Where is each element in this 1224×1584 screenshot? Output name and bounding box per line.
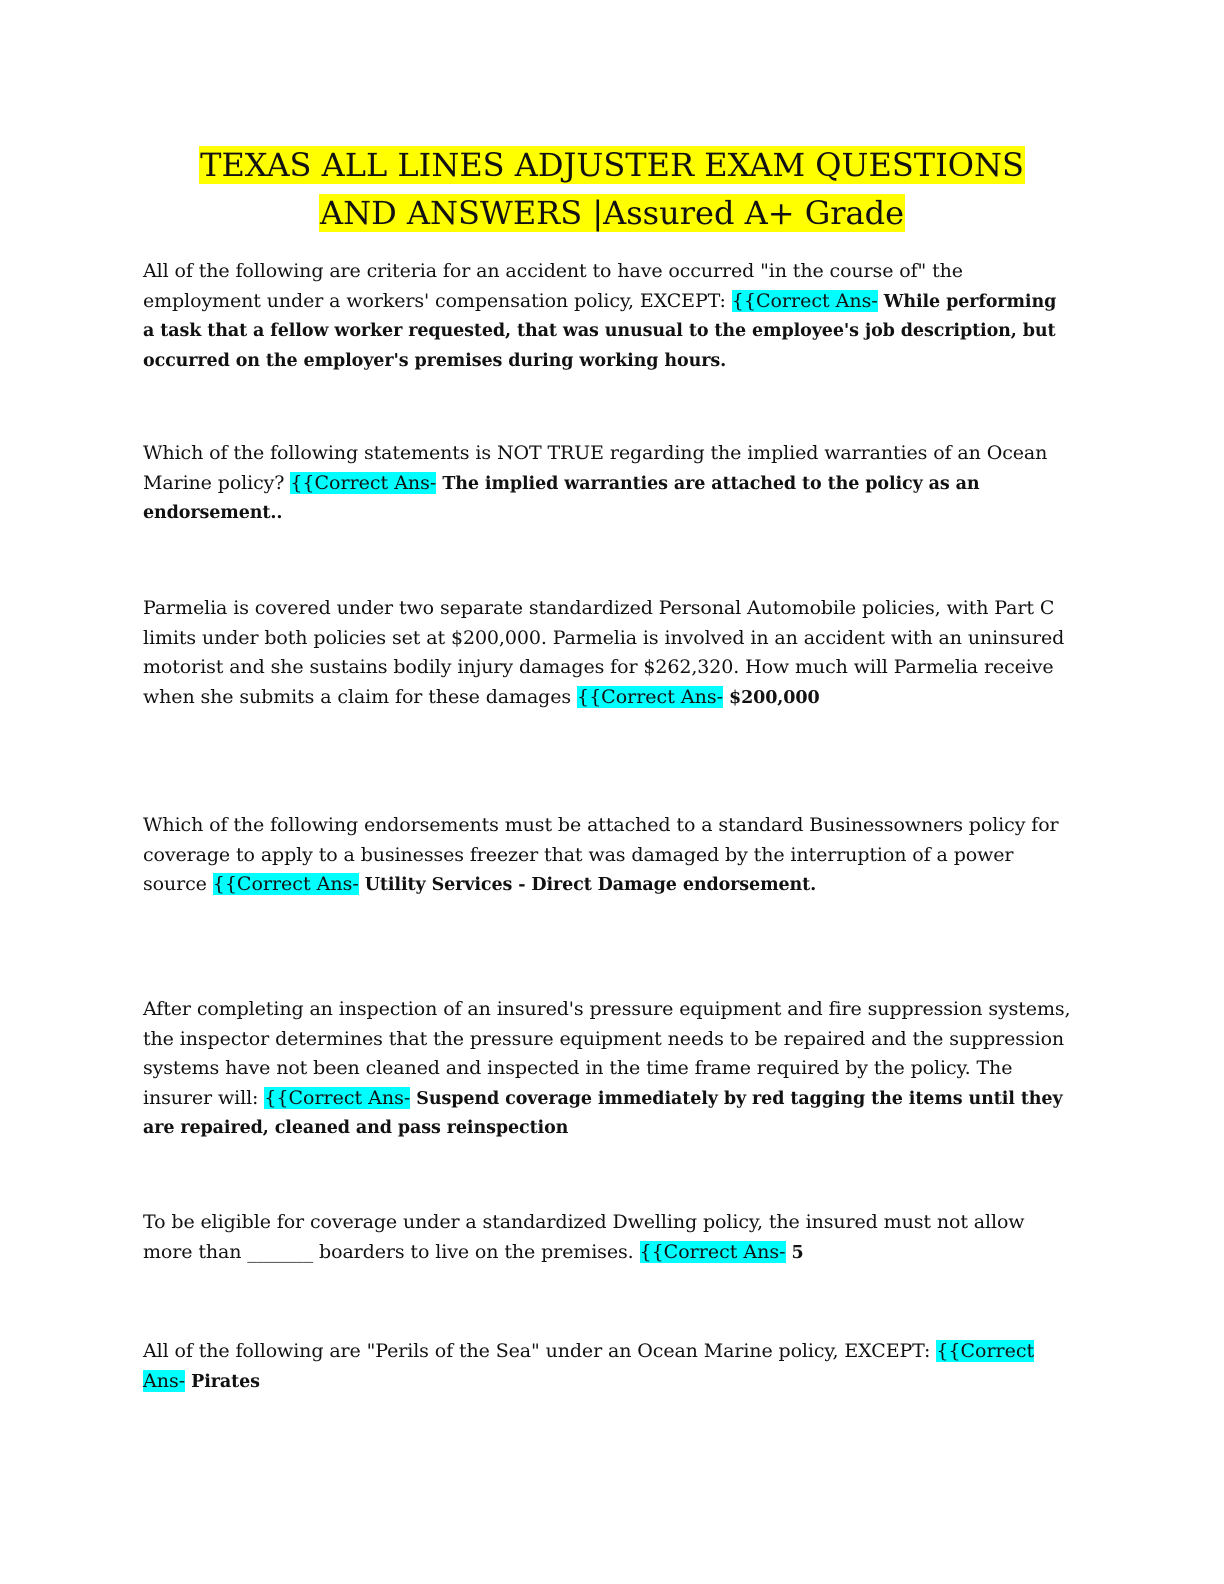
qa-item-3 (143, 594, 1073, 712)
answer-text: Pirates (185, 1371, 260, 1392)
correct-answer-tag: {{Correct Ans- (264, 1086, 411, 1109)
question-text: To be eligible for coverage under a standardized Dwelling policy, the insured must not allow more than _______ boarders to live on the premises. (143, 1211, 1025, 1263)
qa-item-4 (143, 811, 1073, 900)
question-text: All of the following are criteria for an accident to have occurred "in the course of" the employment under a workers' compensation policy, EXCEPT: (143, 260, 963, 312)
question-text: After completing an inspection of an insured's pressure equipment and fire suppression systems, the inspector determines that the pressure equipment needs to be repaired and the suppression systems have not been cleaned and inspected in the time frame required by the policy. The insurer will: (143, 998, 1071, 1109)
answer-text: Utility Services - Direct Damage endorsement. (358, 875, 817, 895)
question-text: Which of the following statements is NOT TRUE regarding the implied warranties of an Ocean Marine policy? (143, 442, 1048, 494)
answer-text: 5 (785, 1242, 804, 1263)
qa-item-6 (143, 1208, 1073, 1267)
question-text: All of the following are "Perils of the Sea" under an Ocean Marine policy, EXCEPT: (143, 1340, 937, 1362)
answer-text: $200,000 (723, 687, 820, 708)
question-text: Which of the following endorsements must be attached to a standard Businessowners policy for coverage to apply to a businesses freezer that was damaged by the interruption of a power source (143, 814, 1059, 895)
document-title (100, 141, 1124, 237)
correct-answer-tag: {{Correct Ans- (576, 685, 723, 708)
qa-item-2 (143, 439, 1073, 528)
answer-text: While performing a task that a fellow worker requested, that was unusual to the employee's job description, but occurred on the employer's premises during working hours. (143, 291, 1057, 371)
question-text: Parmelia is covered under two separate standardized Personal Automobile policies, with Part C limits under both policies set at $200,000. Parmelia is involved in an accident with an uninsured motorist and she sustains bodily injury damages for $262,320. How much will Parmelia receive when she submits a claim for these damages (143, 597, 1065, 708)
qa-item-7 (143, 1337, 1073, 1396)
answer-text: Suspend coverage immediately by red tagging the items until they are repaired, cleaned and pass reinspection (143, 1088, 1063, 1138)
title-line-2: AND ANSWERS |Assured A+ Grade (319, 194, 905, 232)
correct-answer-tag: {{Correct Ans- (212, 873, 359, 895)
title-line-1: TEXAS ALL LINES ADJUSTER EXAM QUESTIONS (200, 146, 1024, 184)
correct-answer-tag: {{Correct Ans- (639, 1240, 786, 1263)
qa-item-1 (143, 257, 1073, 375)
correct-answer-tag: {{Correct Ans- (143, 1340, 1035, 1392)
correct-answer-tag: {{Correct Ans- (290, 471, 437, 494)
qa-item-5 (143, 995, 1073, 1143)
correct-answer-tag: {{Correct Ans- (731, 289, 878, 312)
answer-text: The implied warranties are attached to the policy as an endorsement.. (143, 473, 980, 523)
